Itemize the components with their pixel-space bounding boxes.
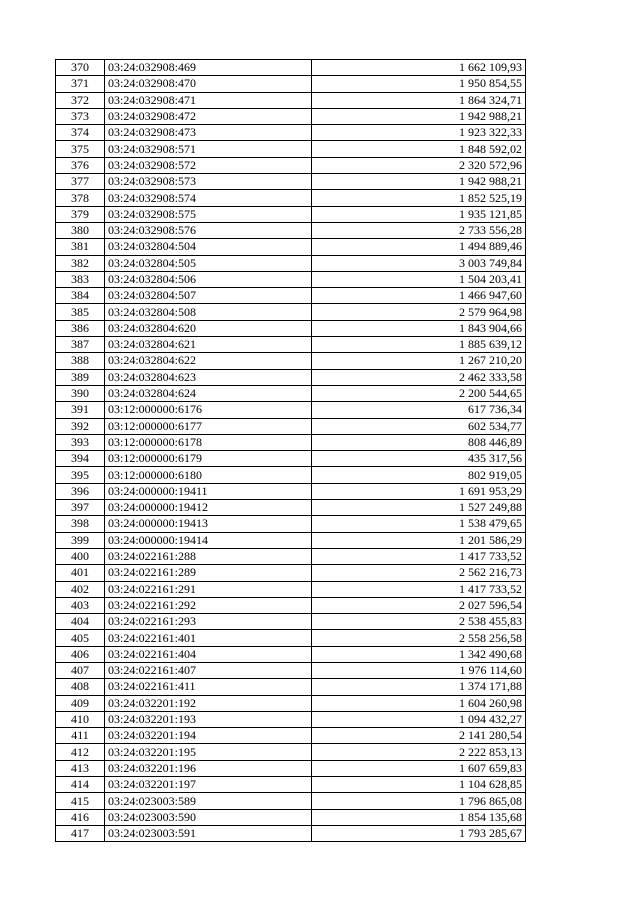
row-number-cell: 401: [56, 565, 105, 581]
cadastral-number-cell: 03:24:023003:591: [105, 825, 312, 841]
table-row: [56, 679, 526, 695]
table-row: [56, 548, 526, 564]
table-row: [56, 125, 526, 141]
cadastral-number-cell: 03:24:032804:624: [105, 385, 312, 401]
amount-cell: 1 854 135,68: [312, 809, 526, 825]
table-row: [56, 565, 526, 581]
amount-cell: 1 796 865,08: [312, 793, 526, 809]
row-number-cell: 384: [56, 288, 105, 304]
table-row: [56, 630, 526, 646]
amount-cell: 1 976 114,60: [312, 662, 526, 678]
cadastral-number-cell: 03:24:000000:19412: [105, 500, 312, 516]
table-row: [56, 597, 526, 613]
amount-cell: 602 534,77: [312, 418, 526, 434]
row-number-cell: 407: [56, 662, 105, 678]
amount-cell: 3 003 749,84: [312, 255, 526, 271]
row-number-cell: 385: [56, 304, 105, 320]
row-number-cell: 397: [56, 500, 105, 516]
amount-cell: 2 027 596,54: [312, 597, 526, 613]
row-number-cell: 413: [56, 760, 105, 776]
amount-cell: 1 885 639,12: [312, 337, 526, 353]
table-row: [56, 728, 526, 744]
row-number-cell: 388: [56, 353, 105, 369]
cadastral-number-cell: 03:24:032908:471: [105, 92, 312, 108]
cadastral-number-cell: 03:24:032908:473: [105, 125, 312, 141]
cadastral-number-cell: 03:24:022161:404: [105, 646, 312, 662]
table-row: [56, 369, 526, 385]
row-number-cell: 391: [56, 402, 105, 418]
table-row: [56, 239, 526, 255]
amount-cell: 1 417 733,52: [312, 581, 526, 597]
row-number-cell: 406: [56, 646, 105, 662]
table-row: [56, 695, 526, 711]
row-number-cell: 400: [56, 548, 105, 564]
table-row: [56, 60, 526, 76]
row-number-cell: 382: [56, 255, 105, 271]
amount-cell: 1 104 628,85: [312, 777, 526, 793]
amount-cell: 808 446,89: [312, 434, 526, 450]
cadastral-number-cell: 03:24:000000:19411: [105, 483, 312, 499]
table-row: [56, 662, 526, 678]
table-row: [56, 92, 526, 108]
cadastral-number-cell: 03:24:022161:411: [105, 679, 312, 695]
amount-cell: 435 317,56: [312, 451, 526, 467]
amount-cell: 802 919,05: [312, 467, 526, 483]
table-row: [56, 500, 526, 516]
row-number-cell: 375: [56, 141, 105, 157]
table-row: [56, 532, 526, 548]
amount-cell: 2 462 333,58: [312, 369, 526, 385]
table-row: [56, 744, 526, 760]
table-row: [56, 434, 526, 450]
amount-cell: 1 466 947,60: [312, 288, 526, 304]
cadastral-number-cell: 03:12:000000:6177: [105, 418, 312, 434]
row-number-cell: 417: [56, 825, 105, 841]
cadastral-number-cell: 03:24:032908:574: [105, 190, 312, 206]
row-number-cell: 410: [56, 711, 105, 727]
row-number-cell: 398: [56, 516, 105, 532]
row-number-cell: 395: [56, 467, 105, 483]
cadastral-number-cell: 03:24:022161:289: [105, 565, 312, 581]
row-number-cell: 392: [56, 418, 105, 434]
table-row: [56, 353, 526, 369]
table-row: [56, 646, 526, 662]
cadastral-number-cell: 03:12:000000:6179: [105, 451, 312, 467]
table-row: [56, 418, 526, 434]
row-number-cell: 377: [56, 174, 105, 190]
table-row: [56, 614, 526, 630]
cadastral-number-cell: 03:24:032804:504: [105, 239, 312, 255]
cadastral-number-cell: 03:24:032908:576: [105, 222, 312, 238]
amount-cell: 1 417 733,52: [312, 548, 526, 564]
row-number-cell: 374: [56, 125, 105, 141]
cadastral-number-cell: 03:24:032804:508: [105, 304, 312, 320]
table-row: [56, 451, 526, 467]
cadastral-number-cell: 03:24:032804:621: [105, 337, 312, 353]
cadastral-number-cell: 03:24:032804:507: [105, 288, 312, 304]
amount-cell: 1 342 490,68: [312, 646, 526, 662]
amount-cell: 2 562 216,73: [312, 565, 526, 581]
row-number-cell: 371: [56, 76, 105, 92]
row-number-cell: 390: [56, 385, 105, 401]
row-number-cell: 416: [56, 809, 105, 825]
cadastral-number-cell: 03:24:032908:470: [105, 76, 312, 92]
table-row: [56, 402, 526, 418]
table-row: [56, 288, 526, 304]
row-number-cell: 412: [56, 744, 105, 760]
amount-cell: 1 843 904,66: [312, 320, 526, 336]
table-row: [56, 255, 526, 271]
cadastral-number-cell: 03:12:000000:6178: [105, 434, 312, 450]
amount-cell: 1 267 210,20: [312, 353, 526, 369]
cadastral-number-cell: 03:24:022161:293: [105, 614, 312, 630]
row-number-cell: 402: [56, 581, 105, 597]
cadastral-number-cell: 03:24:032201:193: [105, 711, 312, 727]
amount-cell: 1 607 659,83: [312, 760, 526, 776]
cadastral-number-cell: 03:24:032908:469: [105, 60, 312, 76]
row-number-cell: 378: [56, 190, 105, 206]
row-number-cell: 403: [56, 597, 105, 613]
amount-cell: 2 538 455,83: [312, 614, 526, 630]
cadastral-number-cell: 03:24:032201:196: [105, 760, 312, 776]
cadastral-number-cell: 03:24:032804:505: [105, 255, 312, 271]
table-row: [56, 711, 526, 727]
amount-cell: 1 848 592,02: [312, 141, 526, 157]
cadastral-number-cell: 03:24:023003:590: [105, 809, 312, 825]
amount-cell: 2 579 964,98: [312, 304, 526, 320]
amount-cell: 1 691 953,29: [312, 483, 526, 499]
cadastral-number-cell: 03:24:000000:19413: [105, 516, 312, 532]
table-row: [56, 385, 526, 401]
table-row: [56, 825, 526, 841]
table-row: [56, 467, 526, 483]
row-number-cell: 414: [56, 777, 105, 793]
row-number-cell: 380: [56, 222, 105, 238]
cadastral-number-cell: 03:24:032201:192: [105, 695, 312, 711]
row-number-cell: 415: [56, 793, 105, 809]
amount-cell: 1 527 249,88: [312, 500, 526, 516]
cadastral-number-cell: 03:24:032908:472: [105, 108, 312, 124]
amount-cell: 1 793 285,67: [312, 825, 526, 841]
row-number-cell: 405: [56, 630, 105, 646]
table-row: [56, 337, 526, 353]
amount-cell: 1 662 109,93: [312, 60, 526, 76]
table-row: [56, 174, 526, 190]
amount-cell: 1 494 889,46: [312, 239, 526, 255]
amount-cell: 1 950 854,55: [312, 76, 526, 92]
cadastral-number-cell: 03:24:032908:571: [105, 141, 312, 157]
amount-cell: 1 538 479,65: [312, 516, 526, 532]
cadastral-number-cell: 03:24:022161:401: [105, 630, 312, 646]
amount-cell: 1 923 322,33: [312, 125, 526, 141]
cadastral-number-cell: 03:24:032804:623: [105, 369, 312, 385]
table-row: [56, 760, 526, 776]
amount-cell: 1 942 988,21: [312, 108, 526, 124]
amount-cell: 2 558 256,58: [312, 630, 526, 646]
cadastral-number-cell: 03:12:000000:6180: [105, 467, 312, 483]
cadastral-number-cell: 03:24:022161:288: [105, 548, 312, 564]
data-table: [55, 59, 526, 842]
row-number-cell: 387: [56, 337, 105, 353]
amount-cell: 1 935 121,85: [312, 206, 526, 222]
table-row: [56, 271, 526, 287]
table-row: [56, 320, 526, 336]
row-number-cell: 383: [56, 271, 105, 287]
cadastral-number-cell: 03:24:032908:573: [105, 174, 312, 190]
row-number-cell: 389: [56, 369, 105, 385]
cadastral-number-cell: 03:24:022161:407: [105, 662, 312, 678]
table-body: [56, 60, 526, 842]
table-row: [56, 76, 526, 92]
amount-cell: 1 852 525,19: [312, 190, 526, 206]
amount-cell: 2 320 572,96: [312, 157, 526, 173]
cadastral-number-cell: 03:24:032201:195: [105, 744, 312, 760]
amount-cell: 2 733 556,28: [312, 222, 526, 238]
amount-cell: 1 201 586,29: [312, 532, 526, 548]
table-row: [56, 777, 526, 793]
row-number-cell: 409: [56, 695, 105, 711]
table-row: [56, 809, 526, 825]
table-row: [56, 141, 526, 157]
cadastral-number-cell: 03:24:022161:292: [105, 597, 312, 613]
row-number-cell: 373: [56, 108, 105, 124]
cadastral-number-cell: 03:24:022161:291: [105, 581, 312, 597]
row-number-cell: 404: [56, 614, 105, 630]
amount-cell: 2 222 853,13: [312, 744, 526, 760]
amount-cell: 1 374 171,88: [312, 679, 526, 695]
cadastral-number-cell: 03:24:032201:197: [105, 777, 312, 793]
cadastral-number-cell: 03:24:032804:622: [105, 353, 312, 369]
row-number-cell: 381: [56, 239, 105, 255]
amount-cell: 2 141 280,54: [312, 728, 526, 744]
row-number-cell: 376: [56, 157, 105, 173]
amount-cell: 1 504 203,41: [312, 271, 526, 287]
amount-cell: 617 736,34: [312, 402, 526, 418]
cadastral-number-cell: 03:24:032908:572: [105, 157, 312, 173]
cadastral-number-cell: 03:24:032908:575: [105, 206, 312, 222]
table-row: [56, 222, 526, 238]
cadastral-number-cell: 03:24:032804:620: [105, 320, 312, 336]
row-number-cell: 370: [56, 60, 105, 76]
table-row: [56, 793, 526, 809]
row-number-cell: 372: [56, 92, 105, 108]
amount-cell: 1 094 432,27: [312, 711, 526, 727]
cadastral-number-cell: 03:24:000000:19414: [105, 532, 312, 548]
row-number-cell: 394: [56, 451, 105, 467]
amount-cell: 1 604 260,98: [312, 695, 526, 711]
row-number-cell: 396: [56, 483, 105, 499]
cadastral-number-cell: 03:12:000000:6176: [105, 402, 312, 418]
table-row: [56, 304, 526, 320]
table-row: [56, 108, 526, 124]
table-row: [56, 581, 526, 597]
row-number-cell: 408: [56, 679, 105, 695]
table-row: [56, 483, 526, 499]
row-number-cell: 393: [56, 434, 105, 450]
table-row: [56, 516, 526, 532]
amount-cell: 1 864 324,71: [312, 92, 526, 108]
cadastral-number-cell: 03:24:032804:506: [105, 271, 312, 287]
table-row: [56, 206, 526, 222]
table-row: [56, 157, 526, 173]
amount-cell: 1 942 988,21: [312, 174, 526, 190]
cadastral-number-cell: 03:24:023003:589: [105, 793, 312, 809]
cadastral-number-cell: 03:24:032201:194: [105, 728, 312, 744]
amount-cell: 2 200 544,65: [312, 385, 526, 401]
row-number-cell: 379: [56, 206, 105, 222]
row-number-cell: 411: [56, 728, 105, 744]
table-row: [56, 190, 526, 206]
row-number-cell: 399: [56, 532, 105, 548]
row-number-cell: 386: [56, 320, 105, 336]
